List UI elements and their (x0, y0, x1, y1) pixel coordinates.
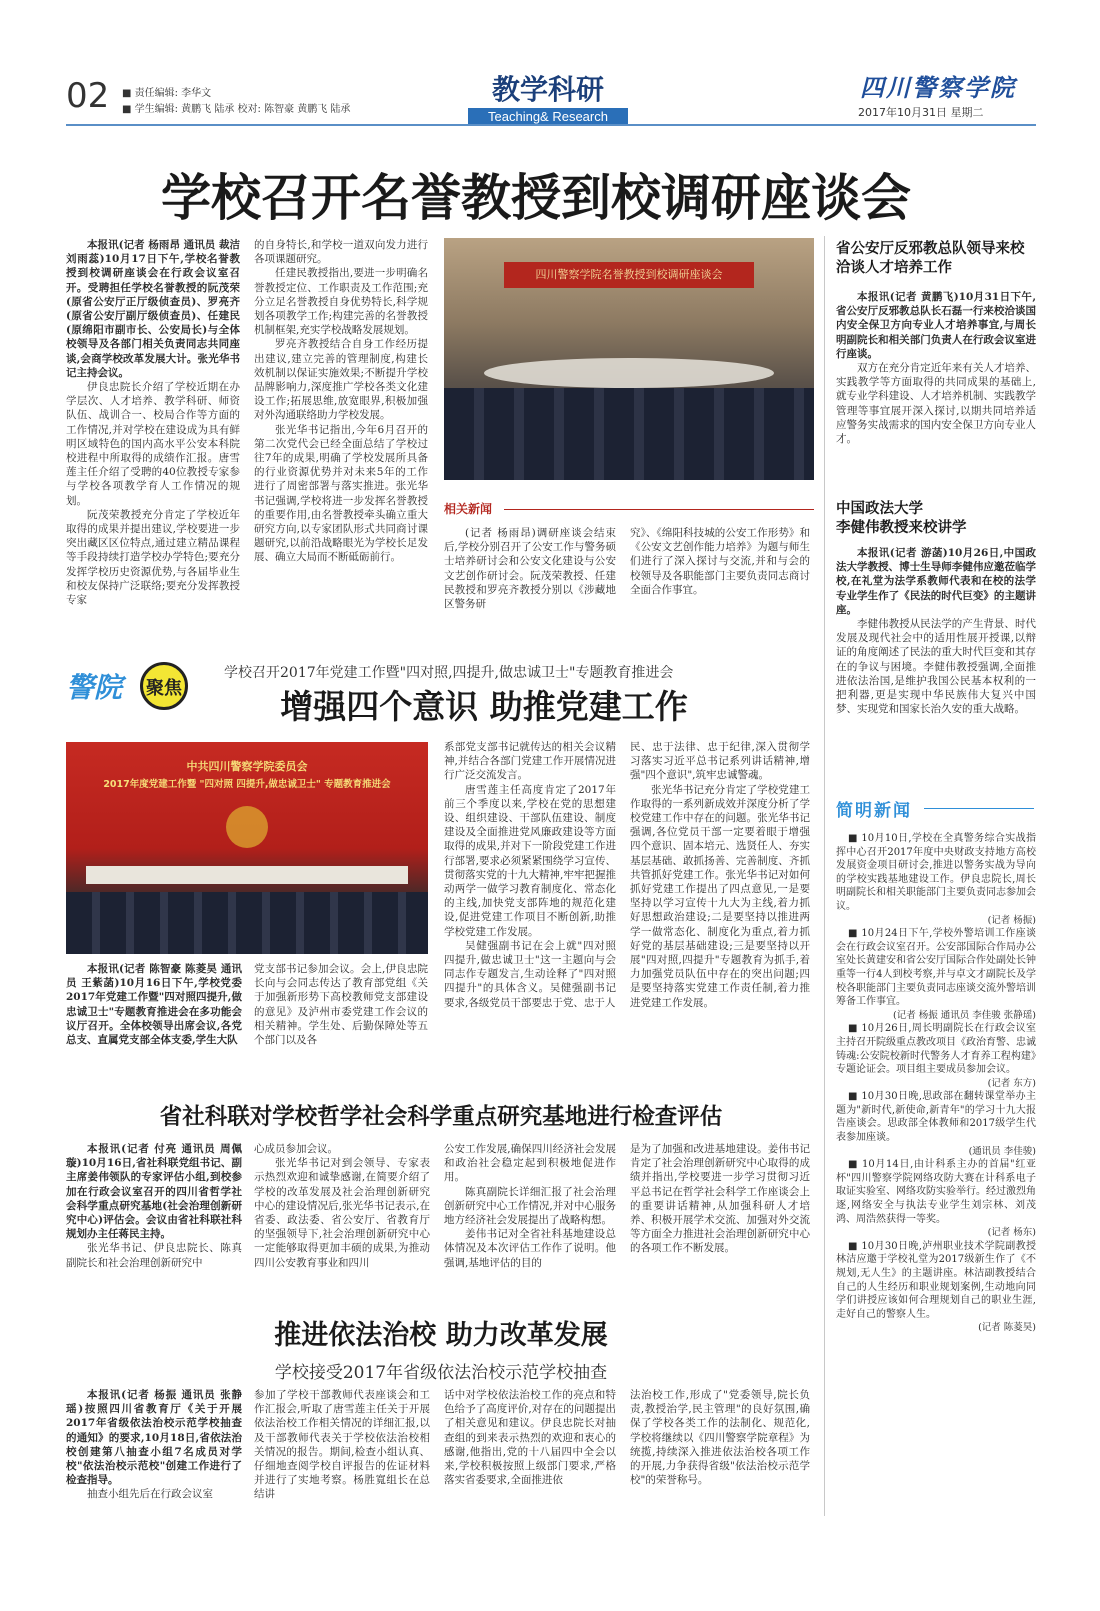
meeting-photo (444, 238, 814, 480)
page-number: 02 (66, 76, 110, 116)
law-col2: 参加了学校干部教师代表座谈会和工作汇报会,听取了唐雪莲主任关于开展依法治校工作相关情况的详细汇报,以及干部教师代表关于学校依法治校相关情况的报告。期间,检查小组认真、仔细地查阅学校自评报告的佐证材料并进行了实地考察。杨胜寬组长在总结讲 (254, 1389, 430, 1501)
brief-credit: (记者 杨东) (987, 1227, 1036, 1239)
related-news-col1: (记者 杨雨昂)调研座谈会结束后,学校分别召开了公安工作与警务硕士培养研讨会和公安文化建设与公安文艺创作研讨会。阮茂荣教授、任建民教授和罗亮齐教授分别以《涉藏地区警务研 (444, 527, 616, 611)
side1-headline: 省公安厅反邪教总队领导来校洽谈人才培养工作 (836, 241, 1025, 276)
sskl-headline: 省社科联对学校哲学社会科学重点研究基地进行检查评估 (159, 1104, 723, 1130)
sskl-col2: 心成员参加会议。 张光华书记对到会领导、专家表示热烈欢迎和诚挚感谢,在简要介绍了学校的改革发展及社会治理创新研究中心的建设情况后,张光华书记表示,在省委、政法委、省公安厅、省教育厅的坚强领导下,社会治理创新研究中心一定能够取得更加丰硕的成果,为推动四川公安教育事业和四川 (254, 1143, 430, 1269)
photo-banner: 四川警察学院名誉教授到校调研座谈会 (504, 262, 754, 288)
podium-row (86, 866, 408, 884)
column-divider (824, 236, 825, 1516)
related-news-col2: 究》、《绵阳科技城的公安工作形势》和《公安文艺创作能力培养》为题与师生们进行了深入探讨与交流,并和与会的校领导及各职能部门主要负责同志商讨全面合作事宜。 (630, 527, 810, 596)
law-subhead: 学校接受2017年省级依法治校示范学校抽查 (274, 1363, 608, 1383)
side2-headline-line1: 中国政法大学 (836, 501, 923, 517)
briefs-label-rule (924, 808, 1034, 809)
brief-credit: (记者 陈菱昊) (978, 1322, 1036, 1334)
side2-headline-line2: 李健伟教授来校讲学 (836, 520, 967, 536)
focus-badge-right: 聚焦 (146, 678, 182, 699)
law-col1: 本报讯(记者 杨振 通讯员 张静瑶)按照四川省教育厅《关于开展2017年省级依法治校示范学校抽查的通知》的要求,10月18日,省依法治校创建第八抽查小组7名成员对学校"依法治校示范校"创建工作进行了检查指导。 抽查小组先后在行政会议室 (66, 1389, 242, 1501)
brief-item: ■ 10月14日,由计科系主办的首届"红亚杯"四川警察学院网络攻防大赛在计科系电子取证实验室、网络攻防实验举行。经过激烈角逐,网络安全与执法专业学生刘宗林、刘茂鸿、周浩然获得一等奖。 (836, 1159, 1036, 1225)
focus-badge (66, 660, 206, 710)
brief-item: ■ 10月30日晚,泸州职业技术学院副教授林洁应邀于学校礼堂为2017级新生作了《不规划,无人生》的主题讲座。林洁副教授结合自己的人生经历和职业规划案例,生动地向同学们讲授应该如何合理规划自己的职业生涯,走好自己的警察人生。 (836, 1240, 1036, 1320)
related-news-rule (504, 509, 814, 510)
brief-credit: (通讯员 李佳骏) (968, 1145, 1036, 1157)
focus-headline: 增强四个意识 助推党建工作 (280, 687, 688, 726)
main-article-col2: 的自身特长,和学校一道双向发力进行各项课题研究。 任建民教授指出,要进一步明确名誉教授定位、工作职责及工作范围;充分立足名誉教授自身优势特长,科学规划各项教学工作;构建完善的名誉教授机制框架,充实学校战略发展规划。 罗亮齐教授结合自身工作经历提出建议,建立完善的管理制度,构建长效机制以保证实施效果;不断提升学校品牌影响力,深度推广学校各类文化建设工作;拓展思维,放宽眼界,积极加强对外沟通联络助力学校发展。 张光华书记指出,今年6月召开的第二次党代会已经全面总结了学校过往7年的成果,明确了学校发展所具备的行业资源优势并对未来5年的工作进行了周密部署与落实推进。张光华书记强调,学校将进一步发挥名誉教授的重要作用,由名誉教授牵头确立重大研究方向,以专家团队形式共同商讨课题研究,以前沿战略眼光为学校长足发展、确立大局而不断砥砺前行。 (254, 239, 428, 564)
main-headline: 学校召开名誉教授到校调研座谈会 (161, 169, 911, 227)
focus-col2: 党支部书记参加会议。会上,伊良忠院长向与会同志传达了教育部党组《关于加强新形势下高校教师党支部建设的意见》及泸州市委党建工作会议的相关精神。学生处、后勤保障处等五个部门以及各 (254, 963, 428, 1047)
related-news-label: 相关新闻 (444, 502, 493, 516)
briefs-list (836, 832, 1036, 1512)
editor-line: ■ 责任编辑: 李华文 (122, 88, 212, 99)
side2-body: 本报讯(记者 游菡)10月26日,中国政法大学教授、博士生导师李健伟应邀莅临学校,在礼堂为法学系教师代表和在校的法学专业学生作了《民法的时代巨变》的主题讲座。 李健伟教授从民法学的产生背景、时代发展及现代社会中的适用性展开授课,以辩证的角度阐述了民法的重大时代巨变和其存在的争议与困境。李健伟教授强调,全面推进依法治国,是维护我国公民基本权利的一把利器,更是实现中华民族伟大复兴中国梦、实现党和国家长治久安的重大战略。 (836, 547, 1036, 716)
party-meeting-photo (66, 742, 428, 954)
sskl-col4: 是为了加强和改进基地建设。姜伟书记肯定了社会治理创新研究中心取得的成绩并指出,学校要进一步学习贯彻习近平总书记在哲学社会科学工作座谈会上的重要讲话精神,从加强科研人才培养、积极开展学术交流、加强对外交流等方面全力推进社会治理创新研究中心的各项工作不断发展。 (630, 1143, 810, 1255)
conference-table (484, 358, 774, 388)
brief-item: ■ 10月24日下午,学校外警培训工作座谈会在行政会议室召开。公安部国际合作局办公室处长黄建安和省公安厅国际合作处副处长钟重等一行4人到校考察,并与卓文才副院长及学校各职能部门主要负责同志座谈交流外警培训筹备工作事宜。 (836, 928, 1036, 1008)
student-editor-line: ■ 学生编辑: 黄鹏飞 陆承 校对: 陈智豪 黄鹏飞 陆承 (122, 104, 351, 115)
focus-badge-left: 警院 (66, 671, 123, 704)
page-header (0, 0, 1100, 132)
section-title: 教学科研 (491, 73, 604, 106)
section-subtitle: Teaching& Research (468, 108, 628, 126)
sskl-col1: 本报讯(记者 付亮 通讯员 周佩璇)10月16日,省社科联党组书记、副主席姜伟领队的专家评估小组,到校参加在行政会议室召开的四川省哲学社会科学重点研究基地(社会治理创新研究中心)评估会。会议由省社科联社科规划办主任蒋民主持。 张光华书记、伊良忠院长、陈真副院长和社会治理创新研究中 (66, 1143, 242, 1269)
brief-item: ■ 10月10日,学校在全真警务综合实战指挥中心召开2017年度中央财政支持地方高校发展资金项目研讨会,推进以警务实战为导向的学校实践基地建设工作。伊良忠院长,周长明副院长和相关职能部门主要负责同志参加会议。 (836, 833, 1036, 912)
brief-credit: (记者 杨振) (987, 914, 1036, 926)
focus-kicker: 学校召开2017年党建工作暨"四对照,四提升,做忠诚卫士"专题教育推进会 (224, 665, 674, 681)
briefs-label (836, 796, 1036, 822)
briefs-label-text: 简明新闻 (836, 801, 912, 821)
sskl-col3: 公安工作发展,确保四川经济社会发展和政治社会稳定起到积极地促进作用。 陈真副院长详细汇报了社会治理创新研究中心工作情况,并对中心服务地方经济社会发展提出了战略构想。 姜伟书记对全省社科基地建设总体情况及本次评估工作作了说明。他强调,基地评估的目的 (444, 1143, 616, 1269)
brief-credit: (记者 杨振 通讯员 李佳骏 张静瑶) (893, 1009, 1036, 1021)
law-col3: 话中对学校依法治校工作的亮点和特色给予了高度评价,对存在的问题提出了相关意见和建议。伊良忠院长对抽查组的到来表示热烈的欢迎和衷心的感谢,他指出,党的十八届四中全会以来,学校积极按照上级部门要求,严格落实省委要求,全面推进依 (444, 1389, 616, 1487)
brief-item: ■ 10月26日,周长明副院长在行政会议室主持召开院级重点教改项目《政治育警、忠诚铸魂:公安院校新时代警务人才育养工程构建》专题论证会。项目组主要成员参加会议。 (836, 1023, 1036, 1076)
focus-col1: 本报讯(记者 陈智豪 陈菱昊 通讯员 王紫菡)10月16日下午,学校党委2017年党建工作暨"四对照四提升,做忠诚卫士"专题教育推进会在多功能会议厅召开。全体校领导出席会议,各党总支、直属党支部全体支委,学生大队 (66, 963, 242, 1047)
focus-col4: 民、忠于法律、忠于纪律,深入贯彻学习落实习近平总书记系列讲话精神,增强"四个意识",筑牢忠诚警魂。 张光华书记充分肯定了学校党建工作取得的一系列新成效并深度分析了学校党建工作中存在的问题。张光华书记强调,各位党员干部一定要着眼于增强四个意识、固本培元、选贤任人、夯实基层基础、敢抓扬善、完善制度、齐抓共管抓好党建工作。张光华书记对如何抓好党建工作提出了四点意见,一是要坚持以学习宣传十九大为主线,着力抓好思想政治建设;二是要坚持以推进两学一做常态化、制度化为重点,着力抓好党的基层基础建设;三是要坚持以开展"四对照,四提升"专题教育为抓手,着力加强党员队伍中存在的突出问题;四是要坚持落实党建工作责任制,着力推进党建工作发展。 (630, 741, 810, 1009)
main-article-col1: 本报讯(记者 杨雨昂 通讯员 裁洁 刘雨蕊)10月17日下午,学校名誉教授到校调研座谈会在行政会议室召开。受聘担任学校名誉教授的阮茂荣(原省公安厅正厅级侦查员)、罗亮齐(原省公安厅副厅级侦查员)、任建民(原绵阳市副市长、公安局长)与全体校领导及各部门相关负责同志共同座谈,会商学校改革发展大计。张光华书记主持会议。 伊良忠院长介绍了学校近期在办学层次、人才培养、教学科研、师资队伍、战训合一、校局合作等方面的工作情况,并对学校在建设成为具有鲜明区域特色的国内高水平公安本科院校进程中所取得的成绩作汇报。唐雪莲主任介绍了受聘的40位教授专家参与学校各项教学育人工作情况的规划。 阮茂荣教授充分肯定了学校近年取得的成果并提出建议,学校要进一步突出藏区区位特点,通过建立精品课程等手段持续打造学校办学特色;要充分发挥学校历史资源优势,与各届毕业生和校友保持广泛联络;要充分发挥教授专家 (66, 239, 240, 607)
brief-credit: (记者 东方) (987, 1077, 1036, 1089)
audience-rows (66, 892, 428, 954)
header-divider (66, 124, 1036, 126)
law-col4: 法治校工作,形成了"党委领导,院长负责,教授治学,民主管理"的良好氛围,确保了学校各类工作的法制化、规范化,学校将继续以《四川警察学院章程》为统揽,持续深入推进依法治校各项工作的开展,力争获得省级"依法治校示范学校"的荣誉称号。 (630, 1389, 810, 1487)
issue-date: 2017年10月31日 星期二 (858, 106, 984, 119)
photo-banner-line1: 中共四川警察学院委员会 (186, 760, 308, 773)
side1-body: 本报讯(记者 黄鹏飞)10月31日下午,省公安厅反邪教总队长石磊一行来校洽谈国内安全保卫方向专业人才培养事宜,与周长明副院长和相关部门负责人在行政会议室进行座谈。 双方在充分肯定近年来有关人才培养、实践教学等方面取得的共同成果的基础上,就专业学科建设、人才培养机制、实践教学管理等事宜展开深入探讨,以期共同培养适应警务实战需求的国内安全保卫方向专业人才。 (836, 291, 1036, 446)
attendees-row (444, 388, 814, 480)
party-emblem (226, 806, 268, 848)
photo-banner-line2: 2017年度党建工作暨 "四对照 四提升,做忠诚卫士" 专题教育推进会 (103, 779, 391, 790)
brief-item: ■ 10月30日晚,思政部在翻转课堂举办主题为"新时代,新使命,新青年"的学习十九大报告座谈会。思政部全体教师和2017级学生代表参加座谈。 (836, 1091, 1036, 1144)
focus-col3: 系部党支部书记就传达的相关会议精神,并结合各部门党建工作开展情况进行广泛交流发言。 唐雪莲主任高度肯定了2017年前三个季度以来,学校在党的思想建设、组织建设、干部队伍建设、制度建设及全面推进党风廉政建设等方面取得的成果,并对下一阶段党建工作进行部署,要求必须紧紧围绕学习宣传、贯彻落实党的十九大精神,牢牢把握推动两学一做学习教育制度化、常态化的主线,加快党支部阵地的规范化建设,促进党建工作项目不断创新,助推学校党建工作发展。 吴健强副书记在会上就"四对照四提升,做忠诚卫士"这一主题向与会同志作专题发言,生动诠释了"四对照四提升"的具体含义。吴健强副书记要求,各级党员干部要忠于党、忠于人 (444, 741, 616, 1009)
masthead-logo: 四川警察学院 (860, 73, 1016, 102)
law-headline: 推进依法治校 助力改革发展 (274, 1320, 608, 1351)
